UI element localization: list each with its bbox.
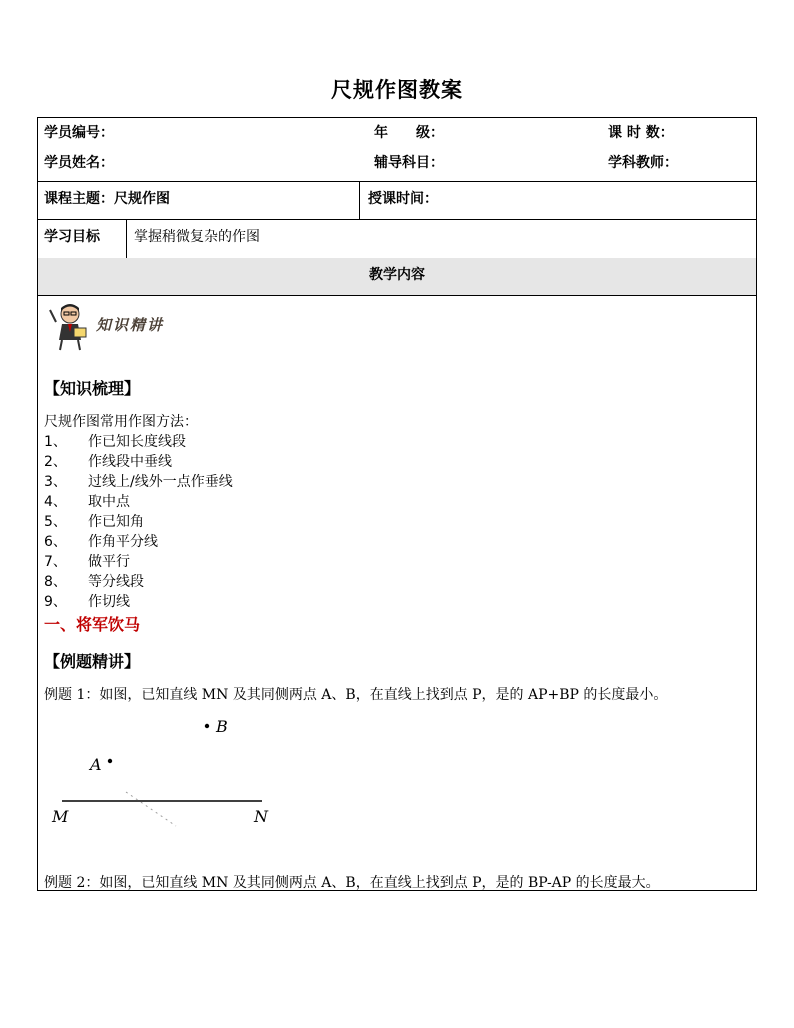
list-item: 8、 等分线段 [44, 574, 144, 590]
learning-goal-label: 学习目标 [44, 229, 100, 245]
column-divider [126, 219, 127, 258]
knowledge-heading: 【知识梳理】 [44, 379, 141, 398]
row-divider [38, 295, 756, 296]
knowledge-intro: 尺规作图常用作图方法： [44, 414, 198, 430]
row-divider [38, 181, 756, 182]
point-b-label: B [216, 717, 228, 736]
row-divider [38, 219, 756, 220]
point-a-dot [108, 759, 112, 763]
list-item: 4、 取中点 [44, 494, 130, 510]
knowledge-banner-label: 知识精讲 [96, 316, 165, 334]
class-time-label: 授课时间： [368, 191, 438, 207]
point-m-label: M [52, 807, 69, 826]
class-hours-label: 课 时 数： [608, 125, 674, 141]
point-n-label: N [254, 807, 268, 826]
example-1-text: 例题 1：如图，已知直线 MN 及其同侧两点 A、B，在直线上找到点 P，是的 AP+BP 的长度最小。 [44, 687, 668, 703]
examples-heading: 【例题精讲】 [44, 652, 141, 671]
course-topic-label: 课程主题：尺规作图 [44, 191, 170, 207]
list-item: 9、 作切线 [44, 594, 130, 610]
list-item: 7、 做平行 [44, 554, 130, 570]
teaching-content-header: 教学内容 [369, 267, 425, 283]
list-item: 1、 作已知长度线段 [44, 434, 186, 450]
list-item: 6、 作角平分线 [44, 534, 158, 550]
list-item: 5、 作已知角 [44, 514, 144, 530]
grade-label: 年 级： [374, 125, 444, 141]
column-divider [359, 181, 360, 219]
learning-goal-value: 掌握稍微复杂的作图 [134, 229, 260, 245]
student-name-label: 学员姓名： [44, 155, 114, 171]
construction-dashed-line [126, 792, 176, 826]
list-item: 2、 作线段中垂线 [44, 454, 172, 470]
point-a-label: A [90, 755, 102, 774]
student-id-label: 学员编号： [44, 125, 114, 141]
tutor-subject-label: 辅导科目： [374, 155, 444, 171]
subject-teacher-label: 学科教师： [608, 155, 678, 171]
lesson-plan-table [37, 117, 757, 891]
point-b-dot [205, 724, 209, 728]
section-title: 一、将军饮马 [44, 615, 141, 634]
example-2-text: 例题 2：如图，已知直线 MN 及其同侧两点 A、B，在直线上找到点 P，是的 BP-AP 的长度最大。 [44, 875, 660, 891]
geometry-figure [46, 714, 296, 844]
list-item: 3、 过线上/线外一点作垂线 [44, 474, 233, 490]
knowledge-banner [48, 300, 188, 352]
page-title: 尺规作图教案 [331, 78, 463, 102]
teacher-mascot-icon [48, 300, 94, 352]
